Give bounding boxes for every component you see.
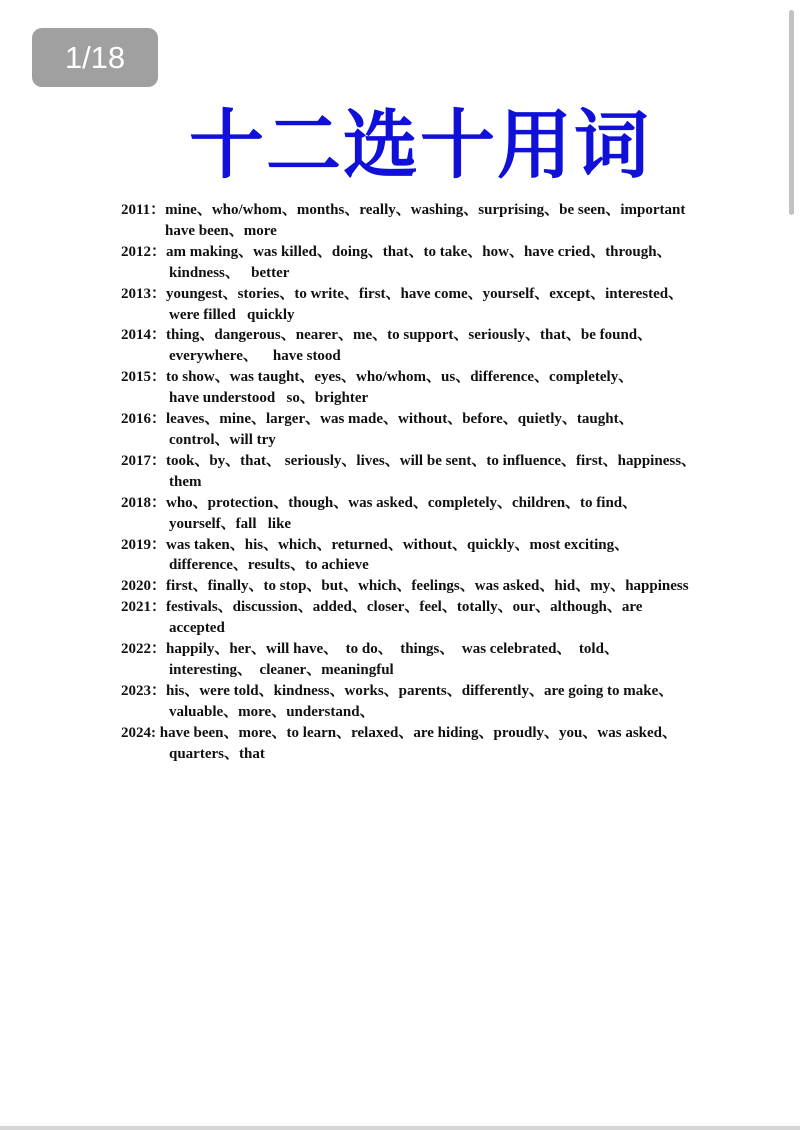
entry-continuation: have been、more xyxy=(165,222,277,239)
entry-2015 xyxy=(121,367,686,409)
entry-line: 2024: have been、more、to learn、relaxed、are hiding、proudly、you、was asked、 xyxy=(121,724,677,741)
entry-2020 xyxy=(121,576,689,597)
entry-2017 xyxy=(121,451,697,493)
entry-continuation: kindness、 better xyxy=(169,264,290,281)
entry-2024 xyxy=(121,723,686,765)
entry-2012 xyxy=(121,242,686,284)
document-title: 十二选十用词 xyxy=(188,101,651,189)
entry-line: 2017：took、by、that、 seriously、lives、will be sent、to influence、first、happiness、 xyxy=(121,452,697,469)
entry-2023 xyxy=(121,681,686,723)
entry-line: 2018：who、protection、though、was asked、completely、children、to find、 xyxy=(121,494,638,511)
entry-continuation: valuable、more、understand、 xyxy=(169,703,375,720)
entry-2016 xyxy=(121,409,686,451)
entry-line: 2020：first、finally、to stop、but、which、feelings、was asked、hid、my、happiness xyxy=(121,578,689,595)
entry-line: 2016：leaves、mine、larger、was made、without、before、quietly、taught、 xyxy=(121,411,634,428)
entry-continuation: quarters、that xyxy=(169,745,265,762)
entry-line: 2013：youngest、stories、to write、first、have come、yourself、except、interested、 xyxy=(121,285,684,302)
entry-line: 2015：to show、was taught、eyes、who/whom、us、difference、completely、 xyxy=(121,369,634,386)
entry-line: 2012：am making、was killed、doing、that、to take、how、have cried、through、 xyxy=(121,243,672,260)
entry-continuation: yourself、fall like xyxy=(169,515,292,532)
entry-line: 2022：happily、her、will have、 to do、 things、 was celebrated、 told、 xyxy=(121,641,619,658)
entry-line: 2014：thing、dangerous、nearer、me、to support、seriously、that、be found、 xyxy=(121,327,653,344)
entry-continuation: accepted xyxy=(169,620,225,637)
entry-2014 xyxy=(121,325,686,367)
entry-2022 xyxy=(121,639,686,681)
entry-line: 2023：his、were told、kindness、works、parents、differently、are going to make、 xyxy=(121,682,674,699)
entry-2013 xyxy=(121,284,686,326)
entry-continuation: everywhere、 have stood xyxy=(169,348,341,365)
entry-list xyxy=(121,200,697,764)
entry-line: 2019：was taken、his、which、returned、without、quickly、most exciting、 xyxy=(121,536,630,553)
page-indicator: 1/18 xyxy=(32,28,158,87)
entry-continuation: were filled quickly xyxy=(169,306,295,323)
page-bottom-edge xyxy=(0,1126,800,1130)
entry-2019 xyxy=(121,535,686,577)
entry-2018 xyxy=(121,493,686,535)
entry-continuation: interesting、 cleaner、meaningful xyxy=(169,661,394,678)
entry-2021 xyxy=(121,597,686,639)
entry-line: 2011：mine、who/whom、months、really、washing、surprising、be seen、important xyxy=(121,202,686,218)
entry-2011 xyxy=(121,200,686,242)
entry-continuation: have understood so、brighter xyxy=(169,390,369,407)
entry-line: 2021：festivals、discussion、added、closer、feel、totally、our、although、are xyxy=(121,599,643,616)
entry-continuation: difference、results、to achieve xyxy=(169,557,369,574)
entry-continuation: control、will try xyxy=(169,431,276,448)
entry-continuation: them xyxy=(169,473,202,490)
